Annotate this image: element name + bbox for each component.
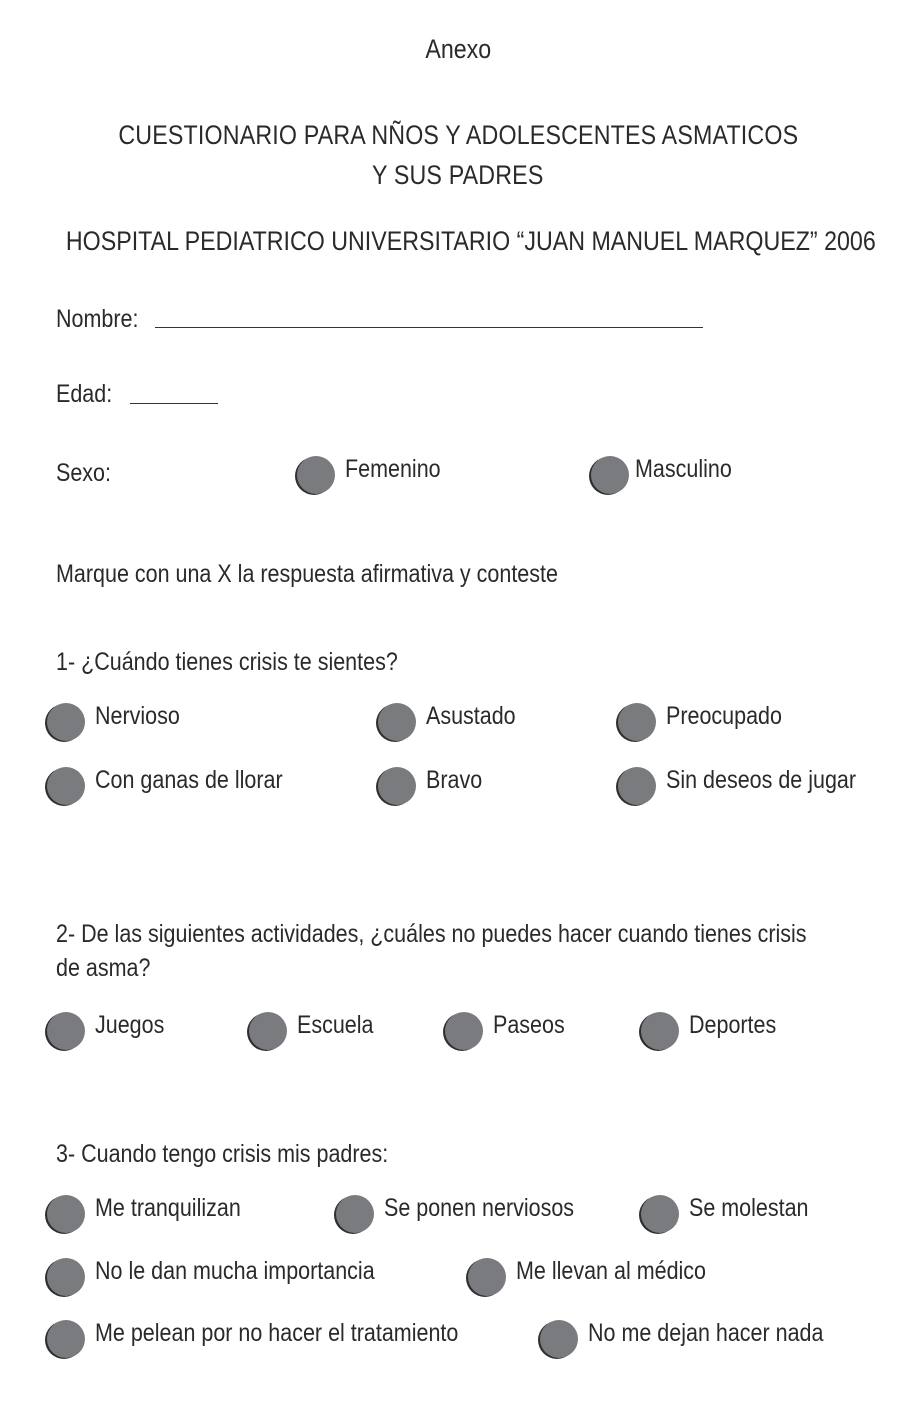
radio-circle-icon[interactable] xyxy=(47,1320,85,1358)
q1-option-con-ganas-de-llorar[interactable]: Con ganas de llorar xyxy=(47,761,313,799)
radio-circle-icon[interactable] xyxy=(468,1258,506,1296)
radio-circle-icon[interactable] xyxy=(641,1012,679,1050)
radio-circle-icon[interactable] xyxy=(445,1012,483,1050)
q2-option-deportes[interactable]: Deportes xyxy=(641,1006,790,1044)
q2-option-juegos[interactable]: Juegos xyxy=(47,1006,176,1044)
q3-option-me-tranquilizan[interactable]: Me tranquilizan xyxy=(47,1189,265,1227)
sex-label: Sexo: xyxy=(56,459,111,487)
radio-circle-icon[interactable] xyxy=(297,456,335,494)
annex-label: Anexo xyxy=(425,34,491,64)
q1-option-sin-deseos-de-jugar[interactable]: Sin deseos de jugar xyxy=(618,761,887,799)
questionnaire-title-line2: Y SUS PADRES xyxy=(372,160,544,190)
radio-circle-icon[interactable] xyxy=(336,1195,374,1233)
radio-circle-icon[interactable] xyxy=(47,703,85,741)
radio-circle-icon[interactable] xyxy=(47,1258,85,1296)
radio-circle-icon[interactable] xyxy=(249,1012,287,1050)
q3-option-no-me-dejan-hacer-nada[interactable]: No me dejan hacer nada xyxy=(540,1314,862,1352)
q3-option-se-molestan[interactable]: Se molestan xyxy=(641,1189,828,1227)
age-label: Edad: xyxy=(56,380,113,408)
radio-circle-icon[interactable] xyxy=(618,703,656,741)
instructions: Marque con una X la respuesta afirmativa y conteste xyxy=(56,560,558,588)
sex-option-masculino[interactable]: Masculino xyxy=(591,450,748,488)
hospital-heading: HOSPITAL PEDIATRICO UNIVERSITARIO “JUAN MANUEL MARQUEZ” 2006 xyxy=(65,226,876,256)
question-2-text-line1: 2- De las siguientes actividades, ¿cuáles no puedes hacer cuando tienes crisis xyxy=(56,920,807,948)
sex-option-femenino[interactable]: Femenino xyxy=(297,450,456,488)
q3-option-se-ponen-nerviosos[interactable]: Se ponen nerviosos xyxy=(336,1189,605,1227)
radio-circle-icon[interactable] xyxy=(378,767,416,805)
question-2-text-line2: de asma? xyxy=(56,954,151,982)
question-1-text: 1- ¿Cuándo tienes crisis te sientes? xyxy=(56,648,398,676)
name-field-line[interactable] xyxy=(155,327,703,328)
name-label: Nombre: xyxy=(56,305,139,333)
radio-circle-icon[interactable] xyxy=(47,1012,85,1050)
q1-option-asustado[interactable]: Asustado xyxy=(378,697,530,735)
q3-option-me-llevan-al-medico[interactable]: Me llevan al médico xyxy=(468,1252,737,1290)
q1-option-preocupado[interactable]: Preocupado xyxy=(618,697,801,735)
radio-circle-icon[interactable] xyxy=(540,1320,578,1358)
radio-circle-icon[interactable] xyxy=(47,767,85,805)
radio-circle-icon[interactable] xyxy=(618,767,656,805)
q3-option-no-le-dan-mucha-importancia[interactable]: No le dan mucha importancia xyxy=(47,1252,420,1290)
q2-option-escuela[interactable]: Escuela xyxy=(249,1006,386,1044)
radio-circle-icon[interactable] xyxy=(641,1195,679,1233)
q1-option-bravo[interactable]: Bravo xyxy=(378,761,491,799)
radio-circle-icon[interactable] xyxy=(591,456,629,494)
radio-circle-icon[interactable] xyxy=(378,703,416,741)
q1-option-nervioso[interactable]: Nervioso xyxy=(47,697,194,735)
q3-option-me-pelean-por-no-hacer-el-tratamiento[interactable]: Me pelean por no hacer el tratamiento xyxy=(47,1314,517,1352)
q2-option-paseos[interactable]: Paseos xyxy=(445,1006,576,1044)
questionnaire-title-line1: CUESTIONARIO PARA NÑOS Y ADOLESCENTES ASMATICOS xyxy=(118,120,798,150)
radio-circle-icon[interactable] xyxy=(47,1195,85,1233)
age-field-line[interactable] xyxy=(130,403,218,404)
question-3-text: 3- Cuando tengo crisis mis padres: xyxy=(56,1140,389,1168)
